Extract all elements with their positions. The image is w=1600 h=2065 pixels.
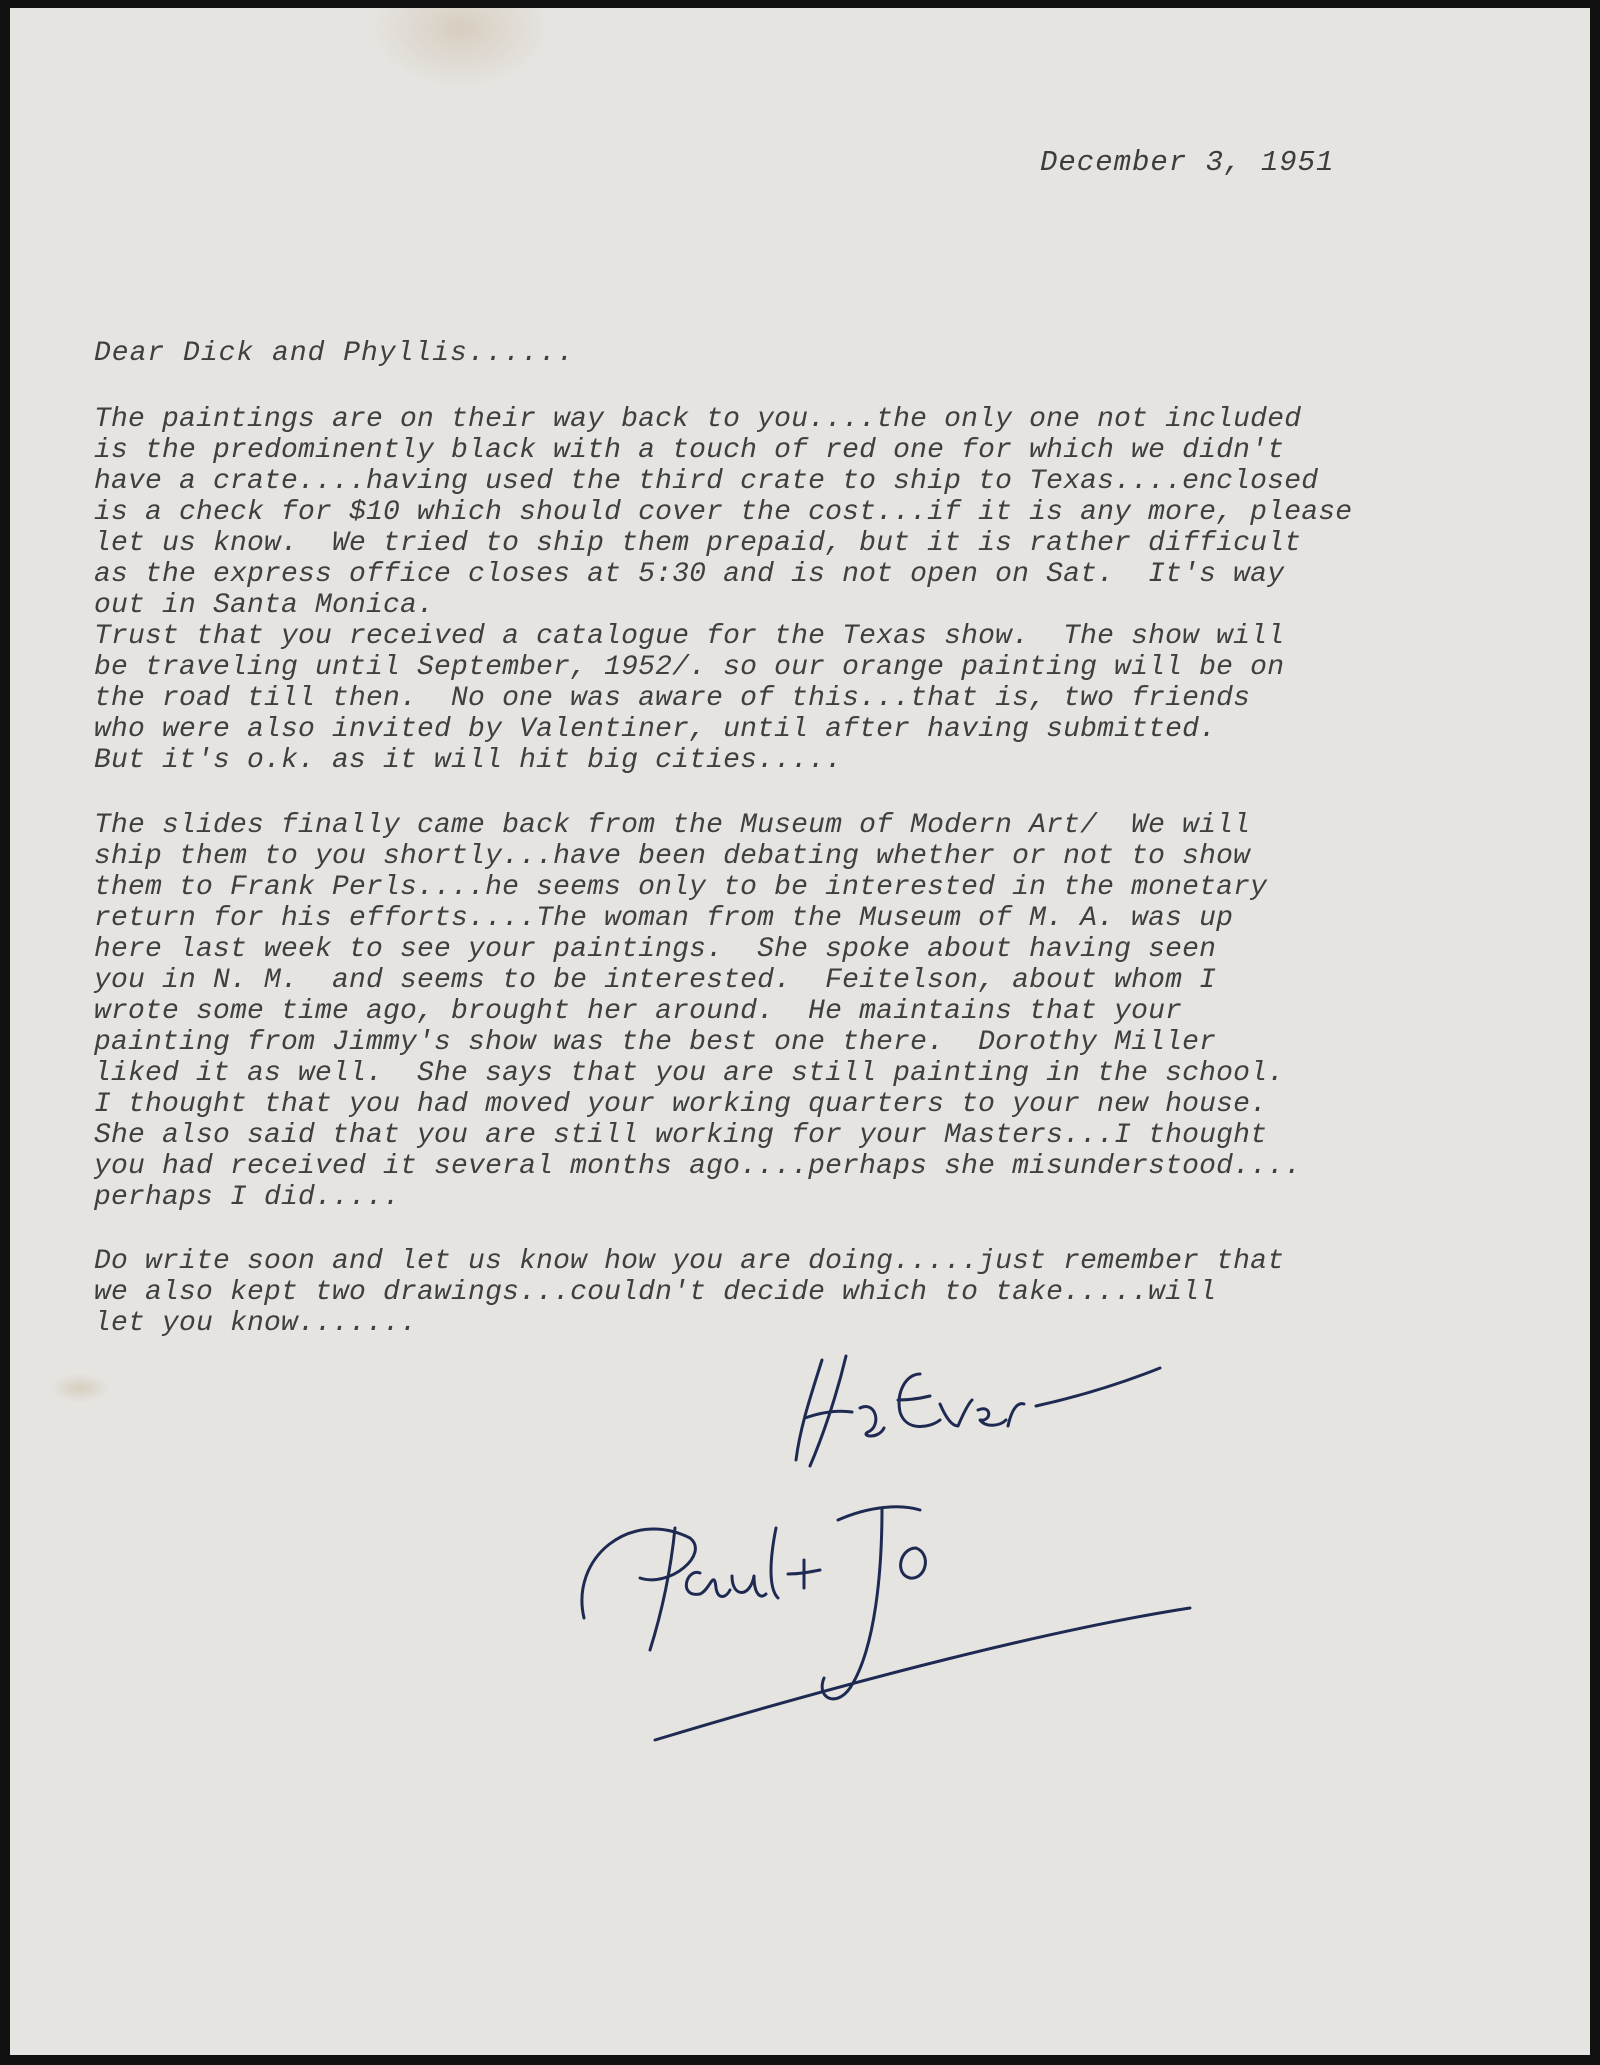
text-line: be traveling until September, 1952/. so our orange painting will be on: [94, 652, 1285, 683]
salutation: Dear Dick and Phyllis......: [94, 338, 575, 369]
text-line: return for his efforts....The woman from the Museum of M. A. was up: [94, 903, 1234, 934]
text-line: I thought that you had moved your working quarters to your new house.: [94, 1089, 1268, 1120]
text-line: Trust that you received a catalogue for the Texas show. The show will: [94, 621, 1285, 652]
letter-date: December 3, 1951: [1040, 146, 1335, 179]
text-line: have a crate....having used the third crate to ship to Texas....enclosed: [94, 466, 1319, 497]
text-line: you had received it several months ago....perhaps she misunderstood....: [94, 1151, 1302, 1182]
text-line: Do write soon and let us know how you are doing.....just remember that: [94, 1246, 1285, 1277]
text-line: here last week to see your paintings. She spoke about having seen: [94, 934, 1217, 965]
text-line: the road till then. No one was aware of this...that is, two friends: [94, 683, 1251, 714]
text-line: let you know.......: [94, 1308, 418, 1339]
text-line: liked it as well. She says that you are still painting in the school.: [94, 1058, 1285, 1089]
text-line: out in Santa Monica.: [94, 590, 435, 621]
text-line: who were also invited by Valentiner, until after having submitted.: [94, 714, 1217, 745]
letter-page: [10, 8, 1590, 2055]
text-line: as the express office closes at 5:30 and is not open on Sat. It's way: [94, 559, 1285, 590]
text-line: is the predominently black with a touch of red one for which we didn't: [94, 435, 1285, 466]
text-line: She also said that you are still working for your Masters...I thought: [94, 1120, 1268, 1151]
text-line: you in N. M. and seems to be interested. Feitelson, about whom I: [94, 965, 1217, 996]
text-line: ship them to you shortly...have been debating whether or not to show: [94, 841, 1251, 872]
text-line: them to Frank Perls....he seems only to be interested in the monetary: [94, 872, 1268, 903]
text-line: we also kept two drawings...couldn't decide which to take.....will: [94, 1277, 1217, 1308]
text-line: But it's o.k. as it will hit big cities.....: [94, 745, 843, 776]
text-line: is a check for $10 which should cover the cost...if it is any more, please: [94, 497, 1353, 528]
text-line: The paintings are on their way back to you....the only one not included: [94, 404, 1302, 435]
text-line: let us know. We tried to ship them prepaid, but it is rather difficult: [94, 528, 1302, 559]
handwritten-signature: [10, 8, 1590, 2055]
text-line: wrote some time ago, brought her around. He maintains that your: [94, 996, 1183, 1027]
text-line: The slides finally came back from the Museum of Modern Art/ We will: [94, 810, 1251, 841]
text-line: painting from Jimmy's show was the best one there. Dorothy Miller: [94, 1027, 1217, 1058]
text-line: perhaps I did.....: [94, 1182, 401, 1213]
